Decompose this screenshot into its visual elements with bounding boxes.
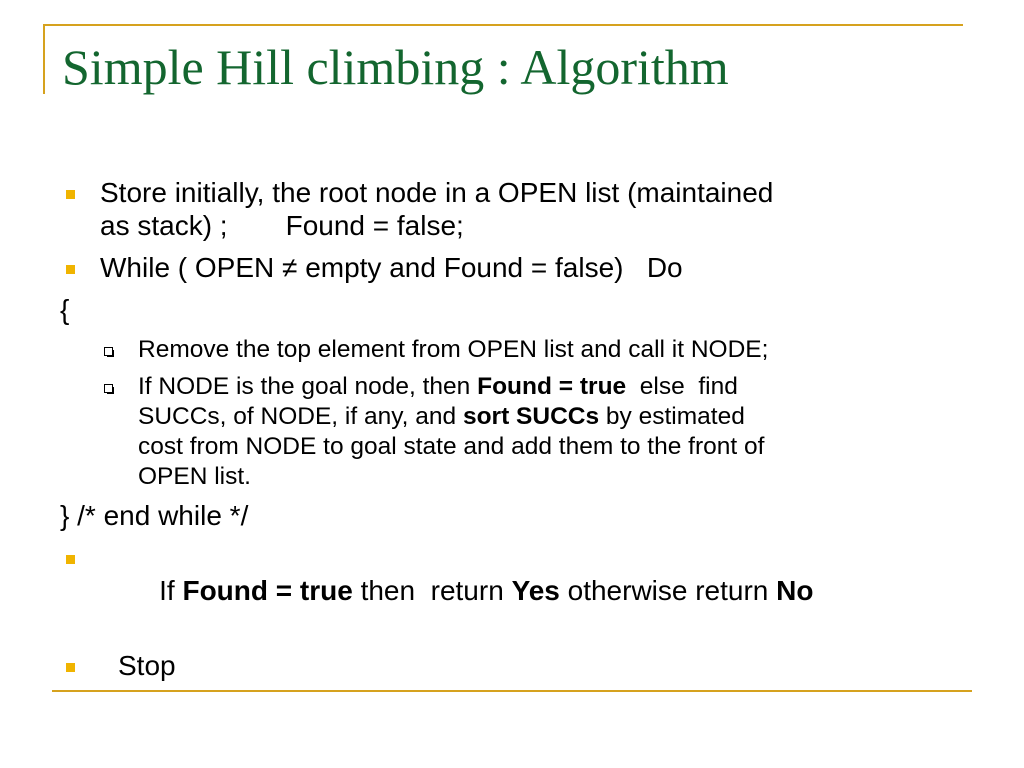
text-segment: If NODE is the goal node, then: [138, 373, 478, 400]
hollow-square-bullet-icon: [104, 384, 113, 393]
bullet-text-segment: While ( OPEN: [100, 252, 275, 283]
square-bullet-icon: [66, 555, 75, 564]
bullet-while-loop: [60, 251, 980, 284]
square-bullet-icon: [66, 190, 75, 199]
frame-top-rule: [43, 24, 963, 26]
frame-left-rule: [43, 24, 45, 94]
bold-segment: sort SUCCs: [462, 403, 600, 430]
not-equal-symbol: ≠: [282, 252, 298, 283]
bullet-text-line: Store initially, the root node in a OPEN list (maintained: [100, 177, 774, 208]
hollow-square-bullet-icon: [104, 347, 113, 356]
bold-segment: Yes: [511, 575, 560, 606]
frame-bottom-rule: [52, 690, 972, 692]
text-segment: Stop: [118, 650, 176, 681]
text-segment: SUCCs, of NODE, if any, and: [138, 403, 463, 430]
square-bullet-icon: [66, 265, 75, 274]
bullet-store-initially: [60, 176, 980, 242]
sub-bullet-text-line: [138, 372, 980, 402]
sub-bullet-text-line: OPEN list.: [138, 463, 251, 490]
text-segment: If: [159, 575, 183, 606]
bullet-return-result: [60, 541, 980, 640]
text-segment: by estimated: [599, 403, 745, 430]
sub-bullet-text-line: [138, 402, 980, 432]
bullet-stop: [60, 649, 980, 682]
open-brace-line: {: [60, 294, 70, 325]
sub-bullet-text: Remove the top element from OPEN list and call it NODE;: [138, 336, 769, 363]
square-bullet-icon: [66, 663, 75, 672]
text-segment: otherwise return: [559, 575, 777, 606]
bullet-text-segment: as stack) ;: [100, 210, 228, 241]
bold-segment: No: [776, 575, 814, 606]
text-segment: then return: [352, 575, 512, 606]
sub-bullet-remove-top: [60, 335, 980, 365]
sub-bullet-goal-check: [60, 372, 980, 492]
slide-title: Simple Hill climbing : Algorithm: [62, 39, 729, 95]
bullet-text-segment: Found = false;: [285, 210, 464, 241]
sub-bullet-text-line: cost from NODE to goal state and add them to the front of: [138, 433, 765, 460]
bold-segment: Found = true: [477, 373, 627, 400]
bullet-text-line: [100, 209, 980, 242]
bold-segment: Found = true: [182, 575, 353, 606]
close-brace-line: } /* end while */: [60, 500, 249, 531]
text-segment: else find: [626, 373, 738, 400]
slide-body: [60, 176, 980, 691]
bullet-text-segment: empty and Found = false) Do: [305, 252, 683, 283]
